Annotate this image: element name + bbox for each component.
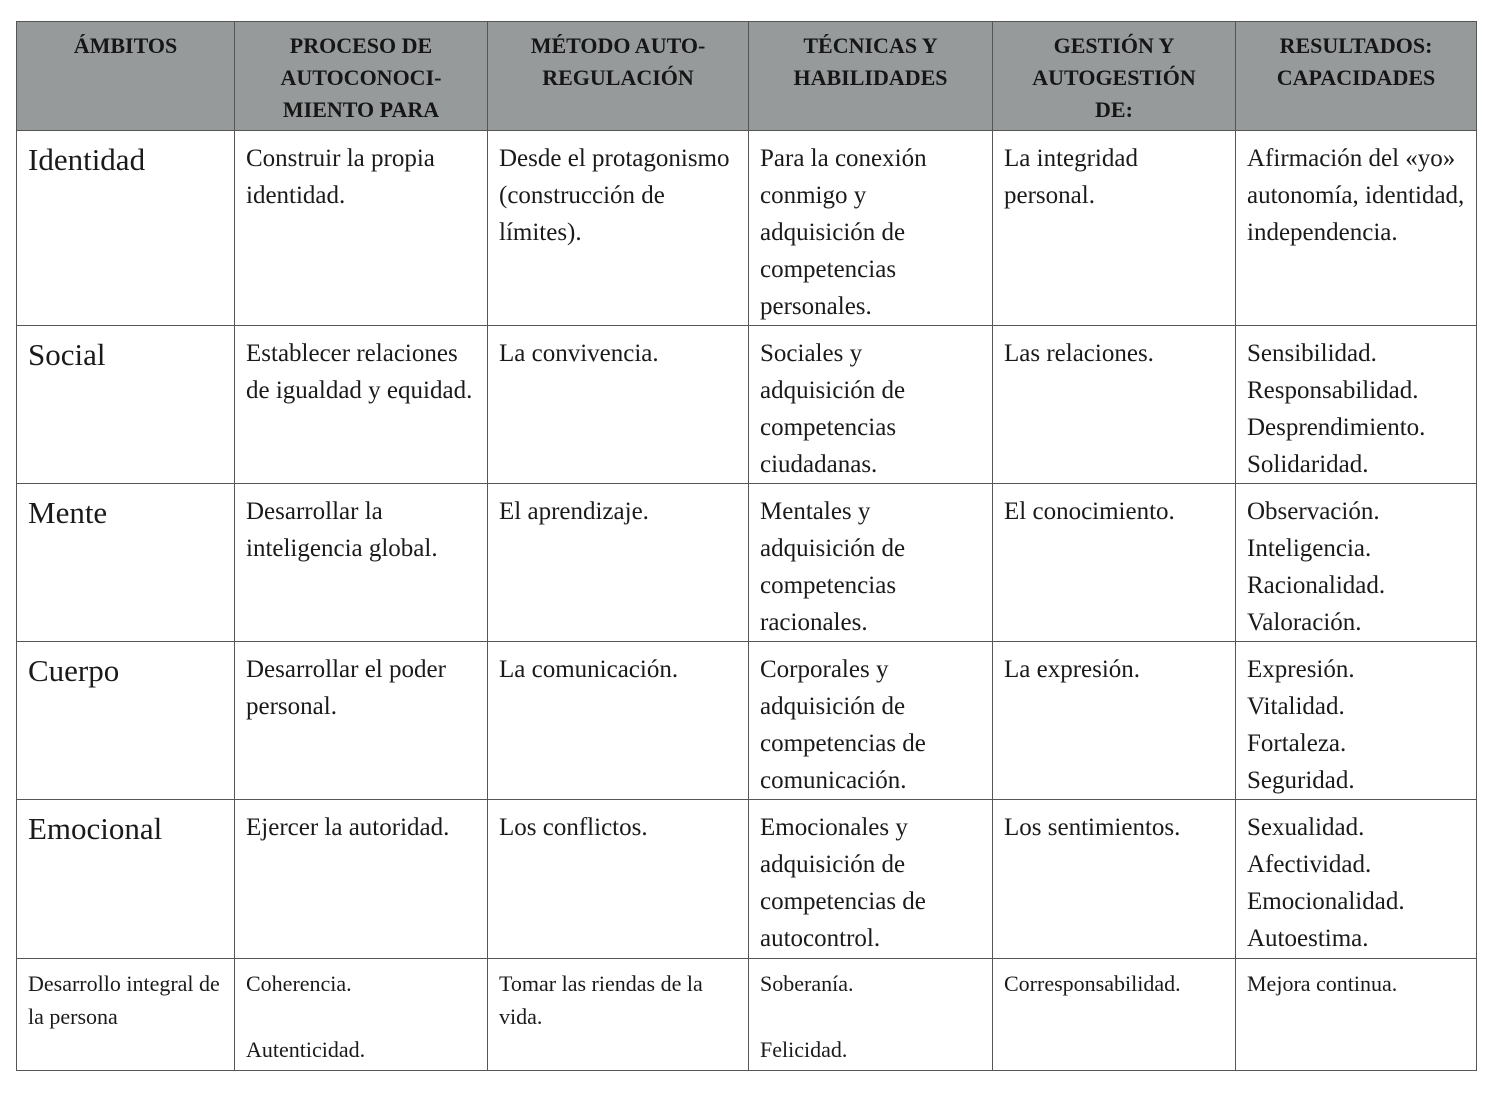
cell-tecnicas: Emocionales y adquisición de competencias de autocontrol.: [749, 800, 993, 959]
cell-proceso: Ejercer la autoridad.: [235, 800, 488, 959]
cell-gestion: La expresión.: [993, 642, 1236, 800]
header-line: GESTIÓN Y: [1053, 33, 1175, 58]
header-gestion: [993, 22, 1236, 131]
cell-ambito: Mente: [17, 484, 235, 642]
cell-gestion: Corresponsabilidad.: [993, 959, 1236, 1071]
summary-item: Coherencia.: [246, 971, 352, 996]
cell-ambito: Desarrollo integral de la persona: [17, 959, 235, 1071]
cell-proceso: Construir la propia identidad.: [235, 131, 488, 326]
header-tecnicas: [749, 22, 993, 131]
cell-ambito: Social: [17, 326, 235, 484]
cell-ambito: Emocional: [17, 800, 235, 959]
header-line: PROCESO DE: [289, 33, 433, 58]
cell-gestion: Los sentimientos.: [993, 800, 1236, 959]
header-line: CAPACIDADES: [1276, 65, 1436, 90]
result-item: Observación.: [1247, 498, 1380, 525]
summary-item: Soberanía.: [760, 971, 854, 996]
table-row: [17, 131, 1477, 326]
result-item: Solidaridad.: [1247, 451, 1369, 478]
result-item: Inteligencia.: [1247, 535, 1372, 562]
header-line: HABILIDADES: [793, 65, 948, 90]
result-item: Responsabilidad.: [1247, 377, 1419, 404]
result-item: Fortaleza.: [1247, 730, 1347, 757]
cell-gestion: Las relaciones.: [993, 326, 1236, 484]
cell-resultados: [1236, 326, 1477, 484]
result-item: Vitalidad.: [1247, 693, 1345, 720]
cell-tecnicas: [749, 959, 993, 1071]
header-line: MÉTODO AUTO-: [530, 33, 706, 58]
summary-item: Felicidad.: [760, 1037, 848, 1062]
cell-tecnicas: Sociales y adquisición de competencias ciudadanas.: [749, 326, 993, 484]
cell-tecnicas: Mentales y adquisición de competencias racionales.: [749, 484, 993, 642]
header-ambitos: [17, 22, 235, 131]
cell-tecnicas: Corporales y adquisición de competencias de comunicación.: [749, 642, 993, 800]
result-item: Expresión.: [1247, 656, 1355, 683]
result-item: Desprendimiento.: [1247, 414, 1426, 441]
cell-resultados: [1236, 131, 1477, 326]
result-item: Seguridad.: [1247, 767, 1355, 794]
competencies-table: [16, 21, 1477, 1071]
header-line: AUTOGESTIÓN: [1032, 65, 1196, 90]
summary-item: Autenticidad.: [246, 1037, 366, 1062]
cell-metodo: Desde el protagonismo (construcción de límites).: [488, 131, 749, 326]
header-line: ÁMBITOS: [73, 33, 178, 58]
header-line: TÉCNICAS Y: [803, 33, 938, 58]
table-row: [17, 800, 1477, 959]
cell-ambito: Identidad: [17, 131, 235, 326]
result-item: Autoestima.: [1247, 925, 1369, 952]
cell-resultados: Mejora continua.: [1236, 959, 1477, 1071]
cell-proceso: Desarrollar la inteligencia global.: [235, 484, 488, 642]
result-item: Afirmación del «yo» autonomía, identidad, independencia.: [1247, 145, 1465, 246]
header-line: DE:: [1095, 97, 1133, 122]
table-header-row: [17, 22, 1477, 131]
header-line: RESULTADOS:: [1279, 33, 1433, 58]
cell-metodo: Los conflictos.: [488, 800, 749, 959]
header-line: REGULACIÓN: [542, 65, 694, 90]
cell-tecnicas: Para la conexión conmigo y adquisición de competencias personales.: [749, 131, 993, 326]
header-line: MIENTO PARA: [282, 97, 440, 122]
cell-gestion: La integridad personal.: [993, 131, 1236, 326]
cell-resultados: [1236, 800, 1477, 959]
table-row: [17, 326, 1477, 484]
header-proceso: [235, 22, 488, 131]
result-item: Sensibilidad.: [1247, 340, 1377, 367]
cell-proceso: Establecer relaciones de igualdad y equidad.: [235, 326, 488, 484]
header-resultados: [1236, 22, 1477, 131]
table-row-summary: [17, 959, 1477, 1071]
result-item: Racionalidad.: [1247, 572, 1386, 599]
cell-resultados: [1236, 484, 1477, 642]
cell-metodo: La convivencia.: [488, 326, 749, 484]
header-metodo: [488, 22, 749, 131]
result-item: Sexualidad.: [1247, 814, 1365, 841]
cell-proceso: Desarrollar el poder personal.: [235, 642, 488, 800]
header-line: AUTOCONOCI-: [280, 65, 442, 90]
table-row: [17, 642, 1477, 800]
cell-metodo: La comunicación.: [488, 642, 749, 800]
result-item: Emocionalidad.: [1247, 888, 1405, 915]
result-item: Afectividad.: [1247, 851, 1372, 878]
result-item: Valoración.: [1247, 609, 1362, 636]
cell-ambito: Cuerpo: [17, 642, 235, 800]
cell-proceso: [235, 959, 488, 1071]
cell-gestion: El conocimiento.: [993, 484, 1236, 642]
cell-metodo: El aprendizaje.: [488, 484, 749, 642]
cell-metodo: Tomar las riendas de la vida.: [488, 959, 749, 1071]
table-row: [17, 484, 1477, 642]
cell-resultados: [1236, 642, 1477, 800]
